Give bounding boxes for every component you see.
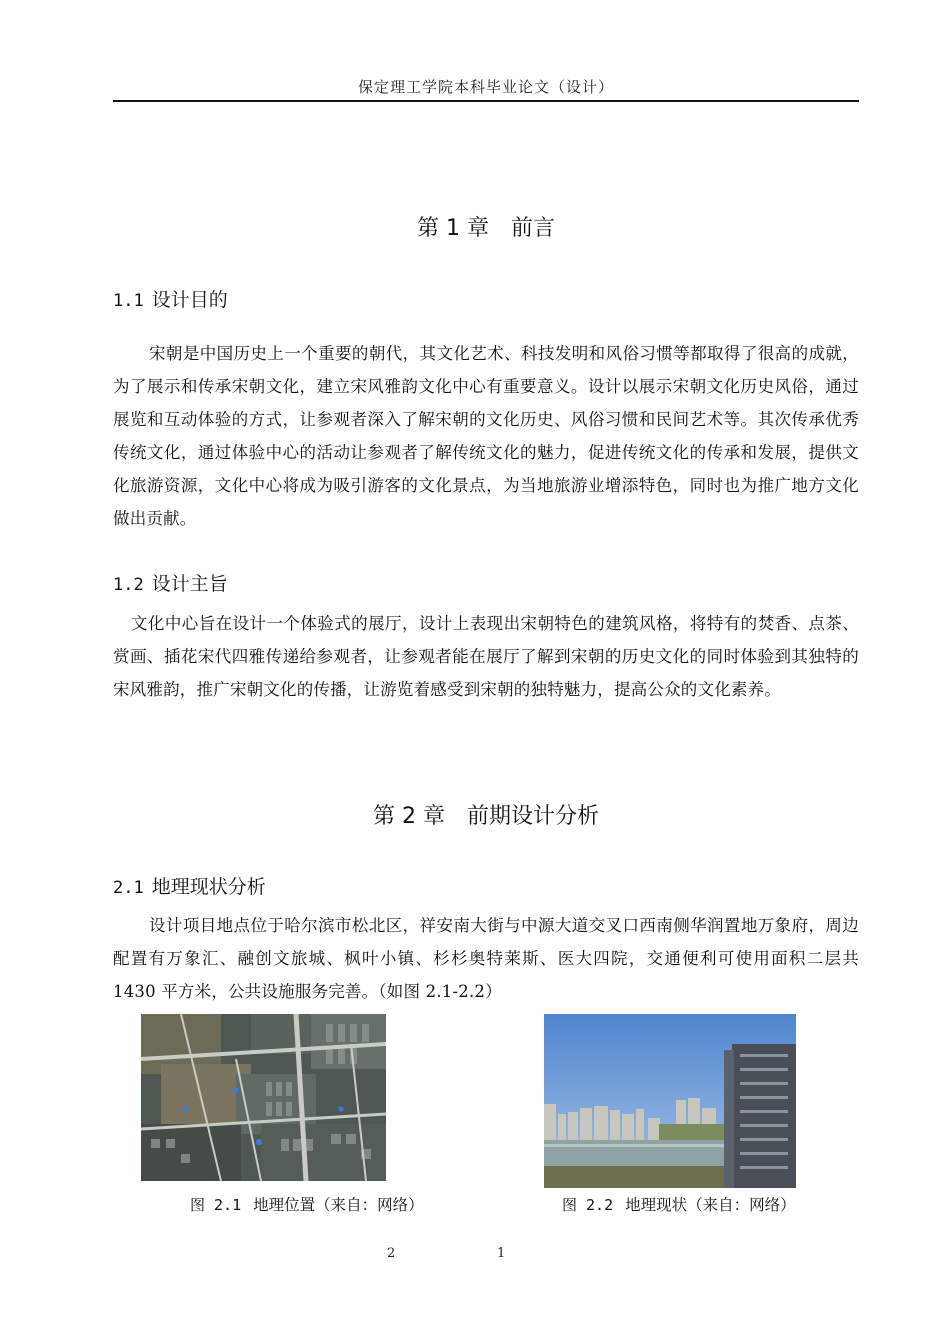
figure-2-1-label: 图 2.1	[190, 1196, 242, 1214]
section-2-1-title: 地理现状分析	[151, 876, 266, 898]
chapter-1-heading	[113, 211, 859, 242]
figure-2-1-caption-text: 地理位置（来自：网络）	[253, 1196, 424, 1214]
section-2-1-number: 2.1	[113, 878, 144, 898]
section-1-1-title: 设计目的	[151, 289, 228, 311]
figure-2-2-caption-text: 地理现状（来自：网络）	[625, 1196, 796, 1214]
figure-2-2-city-photo	[544, 1014, 796, 1188]
section-2-1-heading	[113, 872, 266, 899]
chapter-1-title: 前言	[510, 216, 555, 241]
section-2-1-paragraph: 设计项目地点位于哈尔滨市松北区，祥安南大街与中源大道交叉口西南侧华润置地万象府，周边配置有万象汇、融创文旅城、枫叶小镇、杉杉奥特莱斯、医大四院，交通便利可使用面积二层共 1430 平方米，公共设施服务完善。（如图 2.1-2.2）	[113, 916, 859, 1001]
figure-2-1-satellite-map	[141, 1014, 386, 1181]
chapter-2-title: 前期设计分析	[466, 804, 599, 829]
header-rule	[113, 100, 859, 102]
city-river-photo	[544, 1014, 796, 1188]
section-1-1-number: 1.1	[113, 291, 144, 311]
section-1-2-heading	[113, 569, 228, 596]
section-1-2-title: 设计主旨	[151, 573, 228, 595]
satellite-map-image	[141, 1014, 386, 1181]
figure-2-2-label: 图 2.2	[562, 1196, 614, 1214]
figure-2-2-caption	[562, 1193, 796, 1215]
chapter-1-label: 第 1 章	[417, 216, 489, 241]
page-number-left: 2	[387, 1246, 396, 1261]
section-1-1-paragraph: 宋朝是中国历史上一个重要的朝代，其文化艺术、科技发明和风俗习惯等都取得了很高的成就，为了展示和传承宋朝文化，建立宋风雅韵文化中心有重要意义。设计以展示宋朝文化历史风俗，通过展览和互动体验的方式，让参观者深入了解宋朝的文化历史、风俗习惯和民间艺术等。其次传承优秀传统文化，通过体验中心的活动让参观者了解传统文化的魅力，促进传统文化的传承和发展，提供文化旅游资源，文化中心将成为吸引游客的文化景点，为当地旅游业增添特色，同时也为推广地方文化做出贡献。	[113, 344, 859, 528]
section-1-2-number: 1.2	[113, 575, 144, 595]
figure-2-1-caption	[190, 1193, 424, 1215]
section-1-2-paragraph: 文化中心旨在设计一个体验式的展厅，设计上表现出宋朝特色的建筑风格，将特有的焚香、点茶、赏画、插花宋代四雅传递给参观者，让参观者能在展厅了解到宋朝的历史文化的同时体验到其独特的宋风雅韵，推广宋朝文化的传播，让游览着感受到宋朝的独特魅力，提高公众的文化素养。	[113, 614, 859, 699]
chapter-2-label: 第 2 章	[373, 804, 445, 829]
running-header: 保定理工学院本科毕业论文（设计）	[357, 78, 614, 96]
chapter-2-heading	[113, 799, 859, 830]
page-number-right: 1	[497, 1246, 506, 1261]
section-1-1-heading	[113, 285, 228, 312]
